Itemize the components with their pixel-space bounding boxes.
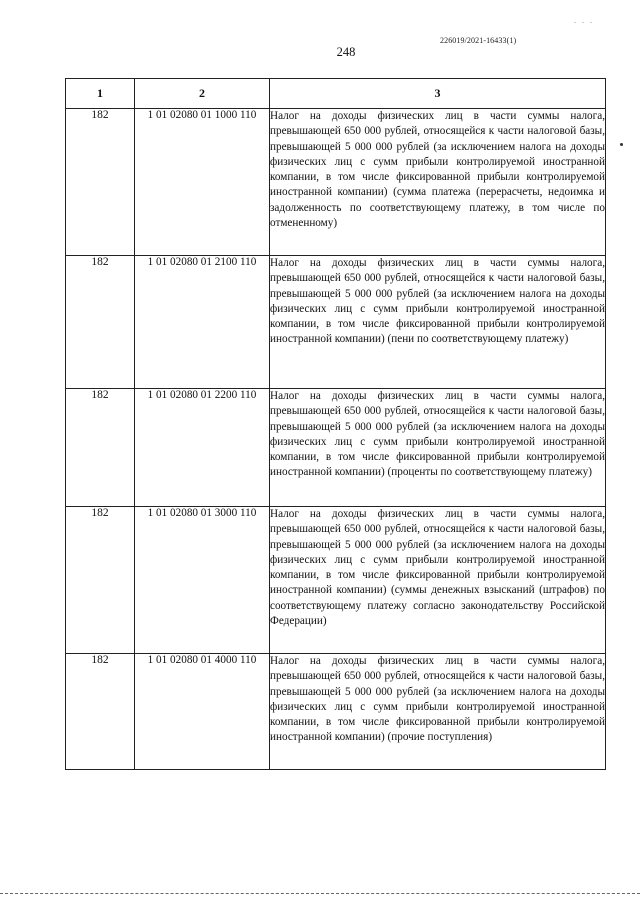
admin-code-cell: 182 [66, 507, 135, 654]
admin-code-cell: 182 [66, 389, 135, 507]
table-row [66, 389, 606, 507]
table-row [66, 109, 606, 256]
scan-speck [620, 143, 623, 146]
table-row [66, 507, 606, 654]
admin-code-cell: 182 [66, 256, 135, 389]
kbk-code-cell: 1 01 02080 01 3000 110 [135, 507, 270, 654]
column-header-3: 3 [270, 79, 606, 109]
admin-code-cell: 182 [66, 109, 135, 256]
budget-code-table [65, 78, 606, 770]
description-cell: Налог на доходы физических лиц в части суммы налога, превышающей 650 000 рублей, относящейся к части налоговой базы, превышающей 5 000 000 рублей (за исключением налога на доходы физических лиц с сумм прибыли контролируемой иностранной компании, в том числе фиксированной прибыли контролируемой иностранной компании) (пени по соответствующему платежу) [270, 256, 606, 389]
kbk-code-cell: 1 01 02080 01 4000 110 [135, 654, 270, 770]
document-id: 226019/2021-16433(1) [440, 36, 517, 45]
description-cell: Налог на доходы физических лиц в части суммы налога, превышающей 650 000 рублей, относящейся к части налоговой базы, превышающей 5 000 000 рублей (за исключением налога на доходы физических лиц с сумм прибыли контролируемой иностранной компании, в том числе фиксированной прибыли контролируемой иностранной компании) (суммы денежных взысканий (штрафов) по соответствующему платежу согласно законодательству Российской Федерации) [270, 507, 606, 654]
column-header-2: 2 [135, 79, 270, 109]
description-cell: Налог на доходы физических лиц в части суммы налога, превышающей 650 000 рублей, относящейся к части налоговой базы, превышающей 5 000 000 рублей (за исключением налога на доходы физических лиц с сумм прибыли контролируемой иностранной компании, в том числе фиксированной прибыли контролируемой иностранной компании) (сумма платежа (перерасчеты, недоимка и задолженность по соответствующему платежу, в том числе по отмененному) [270, 109, 606, 256]
admin-code-cell: 182 [66, 654, 135, 770]
description-cell: Налог на доходы физических лиц в части суммы налога, превышающей 650 000 рублей, относящейся к части налоговой базы, превышающей 5 000 000 рублей (за исключением налога на доходы физических лиц с сумм прибыли контролируемой иностранной компании, в том числе фиксированной прибыли контролируемой иностранной компании) (проценты по соответствующему платежу) [270, 389, 606, 507]
kbk-code-cell: 1 01 02080 01 2200 110 [135, 389, 270, 507]
scan-dots: . . . [574, 16, 594, 25]
page-number: 248 [336, 45, 356, 59]
page-edge-line [0, 893, 640, 894]
table-header-row [66, 79, 606, 109]
kbk-code-cell: 1 01 02080 01 1000 110 [135, 109, 270, 256]
table-row [66, 654, 606, 770]
table-row [66, 256, 606, 389]
description-cell: Налог на доходы физических лиц в части суммы налога, превышающей 650 000 рублей, относящейся к части налоговой базы, превышающей 5 000 000 рублей (за исключением налога на доходы физических лиц с сумм прибыли контролируемой иностранной компании, в том числе фиксированной прибыли контролируемой иностранной компании) (прочие поступления) [270, 654, 606, 770]
kbk-code-cell: 1 01 02080 01 2100 110 [135, 256, 270, 389]
column-header-1: 1 [66, 79, 135, 109]
